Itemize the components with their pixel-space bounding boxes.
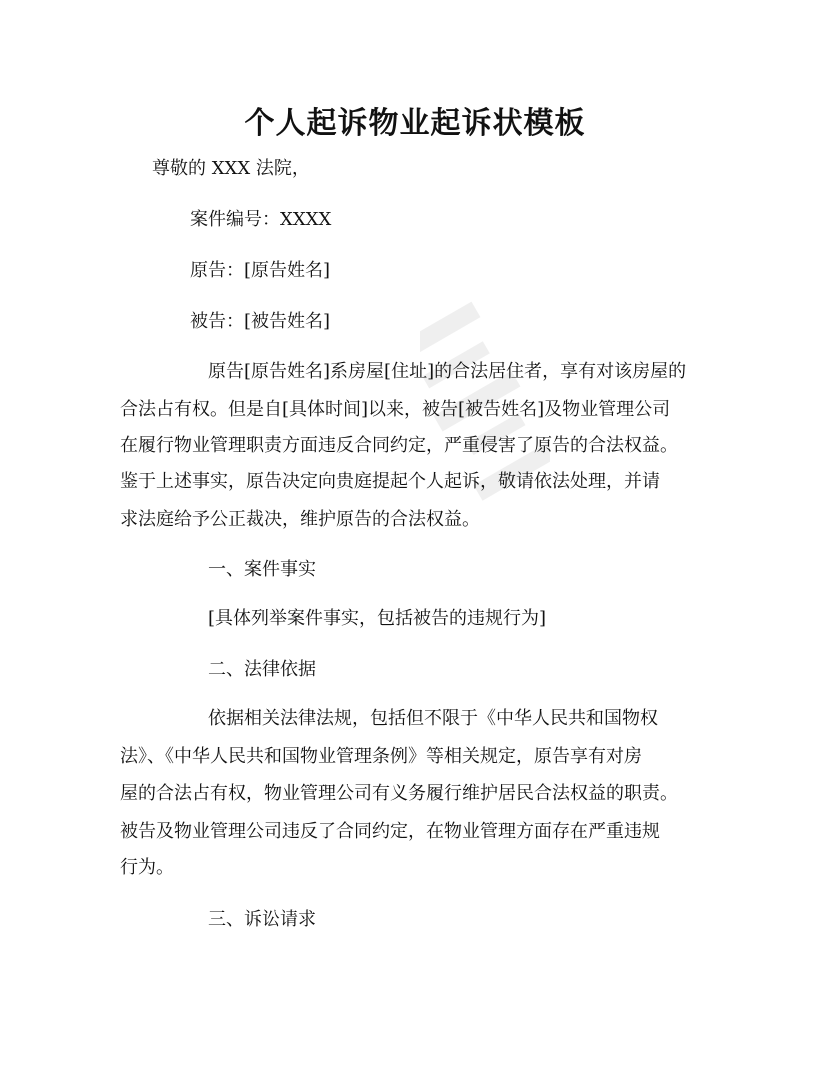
intro-line-3: 在履行物业管理职责方面违反合同约定，严重侵害了原告的合法权益。 (120, 435, 678, 456)
salutation: 尊敬的 XXX 法院， (152, 158, 310, 179)
section2-line-3: 屋的合法占有权，物业管理公司有义务履行维护居民合法权益的职责。 (120, 783, 678, 804)
section2-line-1: 依据相关法律法规，包括但不限于《中华人民共和国物权 (208, 708, 658, 729)
section1-body: [具体列举案件事实，包括被告的违规行为] (208, 608, 547, 629)
intro-line-1: 原告[原告姓名]系房屋[住址]的合法居住者，享有对该房屋的 (208, 361, 687, 382)
page-title: 个人起诉物业起诉状模板 (244, 106, 586, 141)
section2-line-4: 被告及物业管理公司违反了合同约定，在物业管理方面存在严重违规 (120, 821, 660, 842)
section3-heading: 三、诉讼请求 (208, 909, 316, 930)
section2-heading: 二、法律依据 (208, 659, 316, 680)
intro-line-2: 合法占有权。但是自[具体时间]以来，被告[被告姓名]及物业管理公司 (120, 399, 671, 420)
intro-line-4: 鉴于上述事实，原告决定向贵庭提起个人起诉，敬请依法处理，并请 (120, 471, 660, 492)
case-number: 案件编号：XXXX (190, 209, 332, 230)
plaintiff-line: 原告：[原告姓名] (190, 260, 331, 281)
section2-line-5: 行为。 (120, 857, 174, 878)
intro-line-5: 求法庭给予公正裁决，维护原告的合法权益。 (120, 509, 480, 530)
section1-heading: 一、案件事实 (208, 559, 316, 580)
section2-line-2: 法》、《中华人民共和国物业管理条例》等相关规定，原告享有对房 (120, 746, 642, 767)
defendant-line: 被告：[被告姓名] (190, 311, 331, 332)
